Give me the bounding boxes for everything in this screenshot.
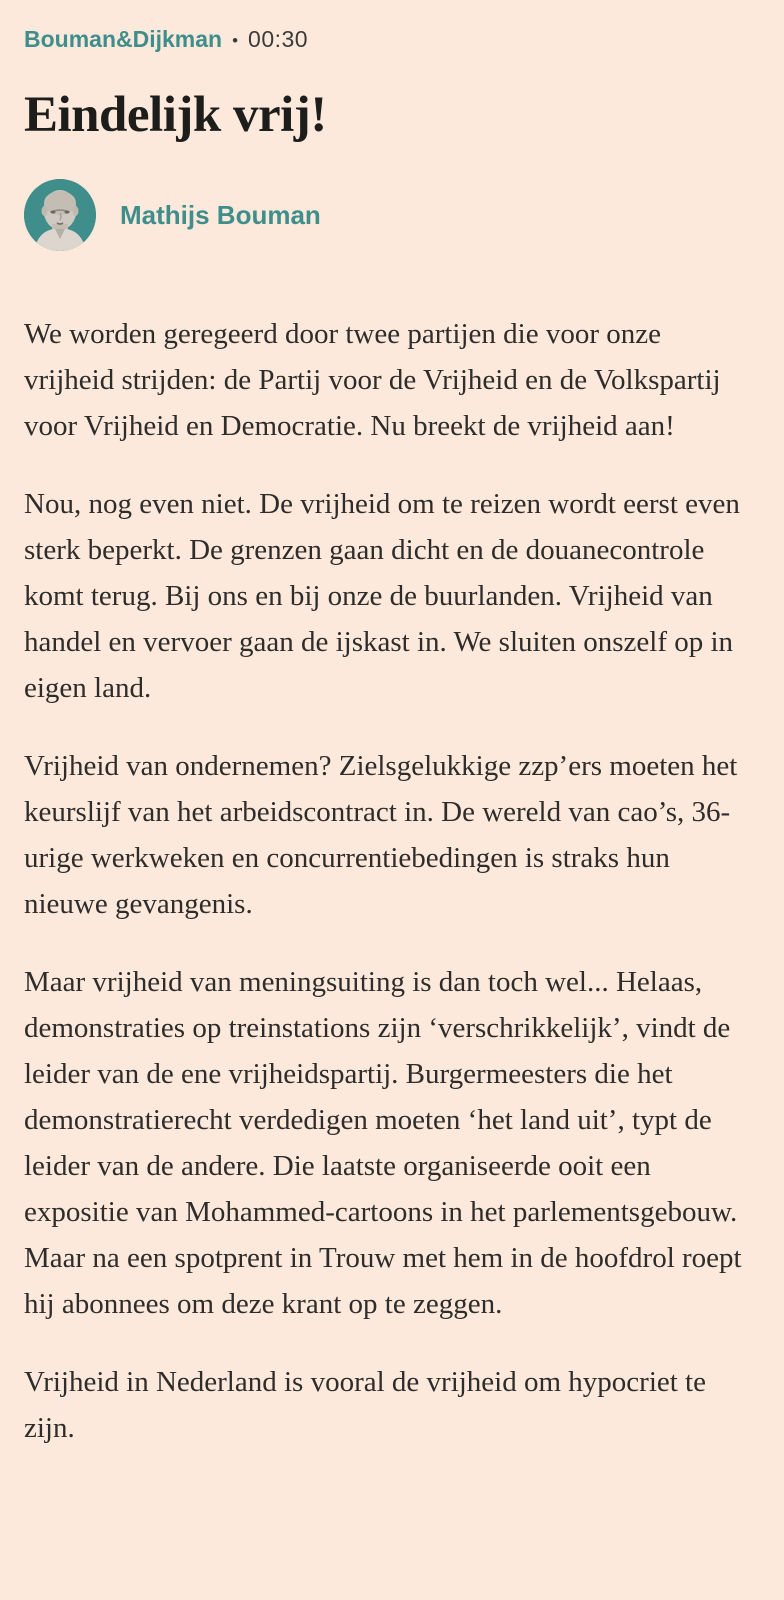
article-paragraph: Maar vrijheid van meningsuiting is dan toch wel... Helaas, demonstraties op treinstations zijn ‘verschrikkelijk’, vindt de leider van de ene vrijheidspartij. Burgermeesters die het demonstratierecht verdedigen moeten ‘het land uit’, typt de leider van de andere. Die laatste organiseerde ooit een expositie van Mohammed-cartoons in het parlementsgebouw. Maar na een spotprent in Trouw met hem in de hoofdrol roept hij abonnees om deze krant op te zeggen. (24, 966, 742, 1321)
article-paragraph: Nou, nog even niet. De vrijheid om te reizen wordt eerst even sterk beperkt. De grenzen gaan dicht en de douanecontrole komt terug. Bij ons en bij onze de buurlanden. Vrijheid van handel en vervoer gaan de ijskast in. We sluiten onszelf op in eigen land. (24, 488, 740, 705)
read-time: 00:30 (248, 26, 309, 52)
kicker-row (24, 28, 748, 51)
author-name: Mathijs Bouman (120, 199, 321, 230)
author-photo (24, 179, 96, 251)
kicker-link[interactable]: Bouman&Dijkman (24, 26, 223, 52)
article-paragraph: Vrijheid van ondernemen? Zielsgelukkige zzp’ers moeten het keurslijf van het arbeidscontract in. De wereld van cao’s, 36-urige werkweken en concurrentiebedingen is straks hun nieuwe gevangenis. (24, 750, 738, 921)
author-avatar (24, 179, 96, 251)
article-title: Eindelijk vrij! (24, 87, 327, 143)
article-body (24, 311, 748, 1451)
article-paragraph: Vrijheid in Nederland is vooral de vrijheid om hypocriet te zijn. (24, 1366, 706, 1445)
author-link[interactable] (24, 179, 748, 251)
kicker-separator-icon: • (232, 31, 239, 50)
article-paragraph: We worden geregeerd door twee partijen die voor onze vrijheid strijden: de Partij voor de Vrijheid en de Volkspartij voor Vrijheid en Democratie. Nu breekt de vrijheid aan! (24, 318, 721, 443)
